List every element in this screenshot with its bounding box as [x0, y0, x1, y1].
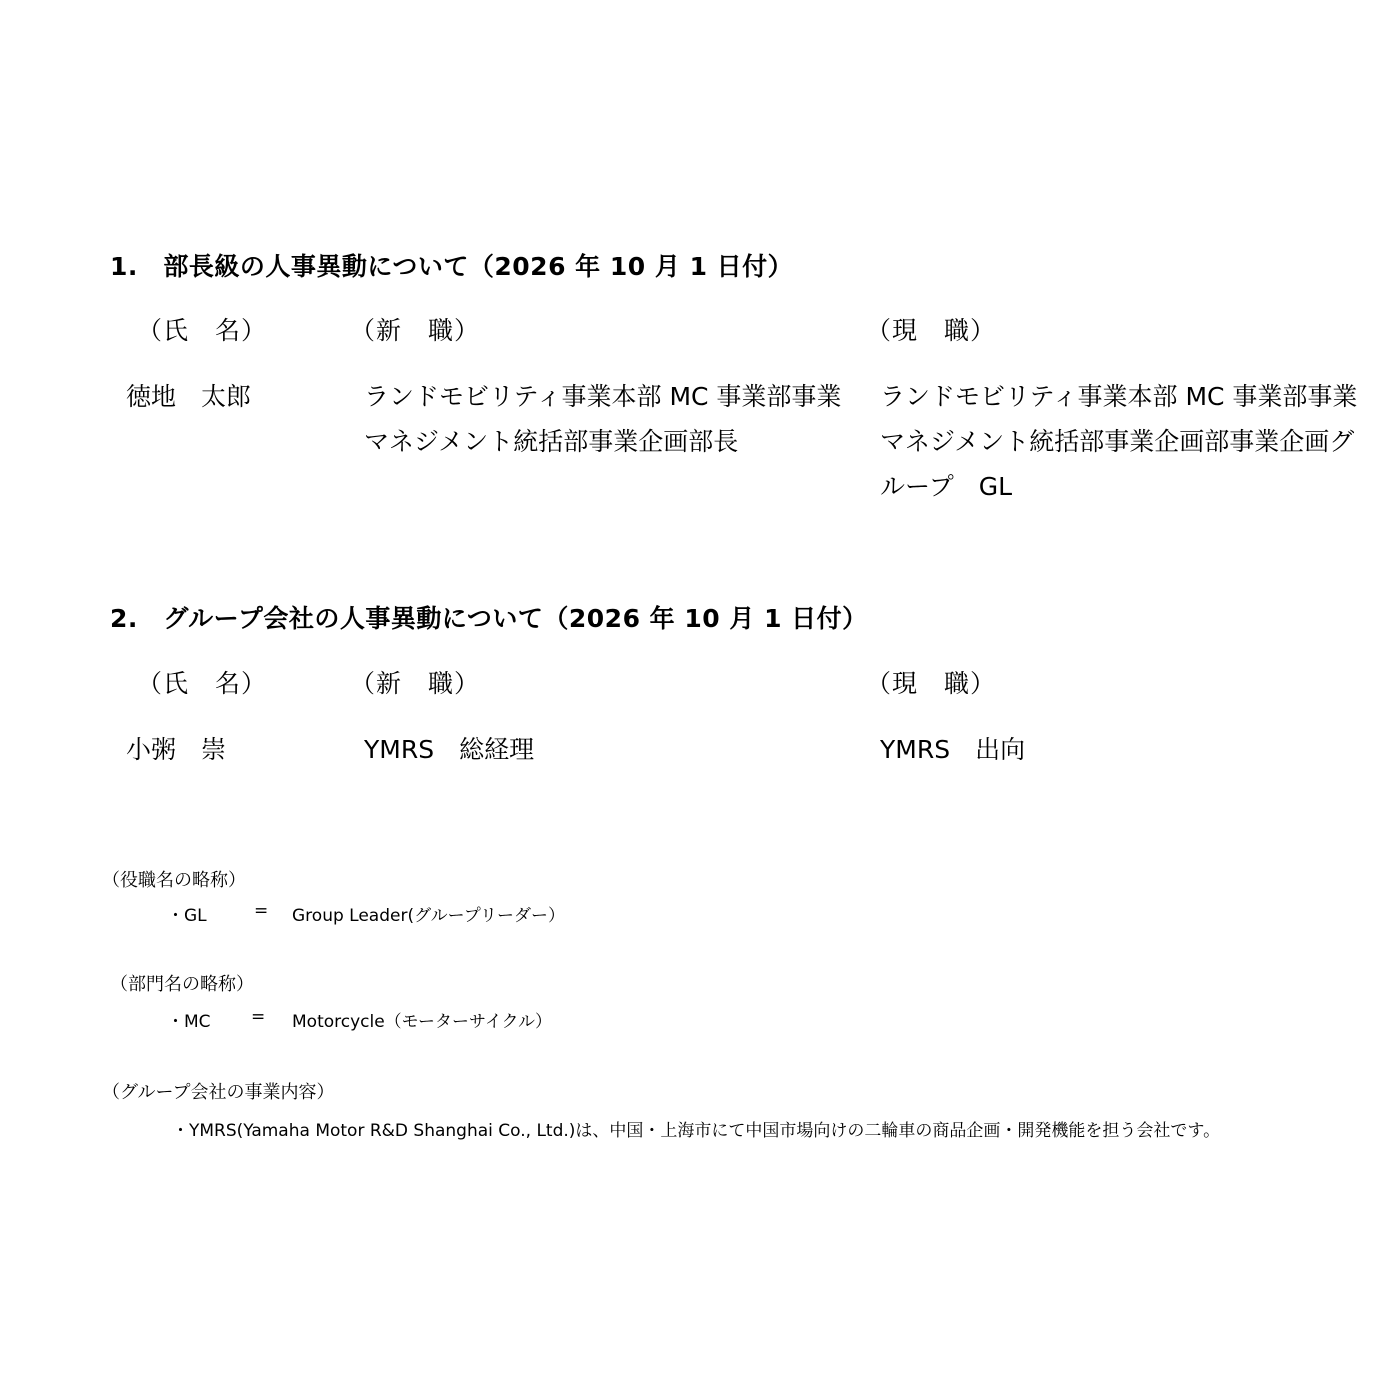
section2-heading: 2. グループ会社の人事異動について（2026 年 10 月 1 日付）: [110, 604, 868, 633]
section1-entry-current-post: ランドモビリティ事業本部 MC 事業部事業マネジメント統括部事業企画部事業企画グループ GL: [880, 382, 1358, 501]
section2-entry-current-post: YMRS 出向: [880, 735, 1026, 764]
section2-entry-name: 小粥 崇: [126, 735, 227, 764]
section1-heading: 1. 部長級の人事異動について（2026 年 10 月 1 日付）: [110, 252, 794, 281]
notes-dept-abbrev-heading: （部門名の略称）: [110, 974, 254, 995]
notes-dept-abbrev-eq: =: [251, 1007, 266, 1027]
section2-entry-new-post: YMRS 総経理: [364, 735, 535, 764]
notes-dept-abbrev-term: ・MC: [167, 1012, 211, 1032]
section1-entry-name: 徳地 太郎: [126, 382, 252, 411]
notes-title-abbrev-heading: （役職名の略称）: [102, 870, 246, 891]
section1-entry-new-post: ランドモビリティ事業本部 MC 事業部事業マネジメント統括部事業企画部長: [364, 382, 842, 456]
notes-title-abbrev-eq: =: [254, 901, 269, 921]
notes-title-abbrev-definition: Group Leader(グループリーダー）: [292, 906, 566, 926]
notes-title-abbrev-term: ・GL: [167, 906, 207, 926]
section1-col-new-post: （新 職）: [350, 316, 481, 345]
section2-col-name: （氏 名）: [137, 669, 268, 698]
section1-col-current-post: （現 職）: [866, 316, 997, 345]
notes-dept-abbrev-definition: Motorcycle（モーターサイクル）: [292, 1012, 552, 1032]
section2-col-new-post: （新 職）: [350, 669, 481, 698]
notes-company-text: ・YMRS(Yamaha Motor R&D Shanghai Co., Ltd.)は、中国・上海市にて中国市場向けの二輪車の商品企画・開発機能を担う会社です。: [172, 1121, 1221, 1141]
section1-col-name: （氏 名）: [137, 316, 268, 345]
section2-col-current-post: （現 職）: [866, 669, 997, 698]
notes-company-heading: （グループ会社の事業内容）: [102, 1082, 335, 1103]
